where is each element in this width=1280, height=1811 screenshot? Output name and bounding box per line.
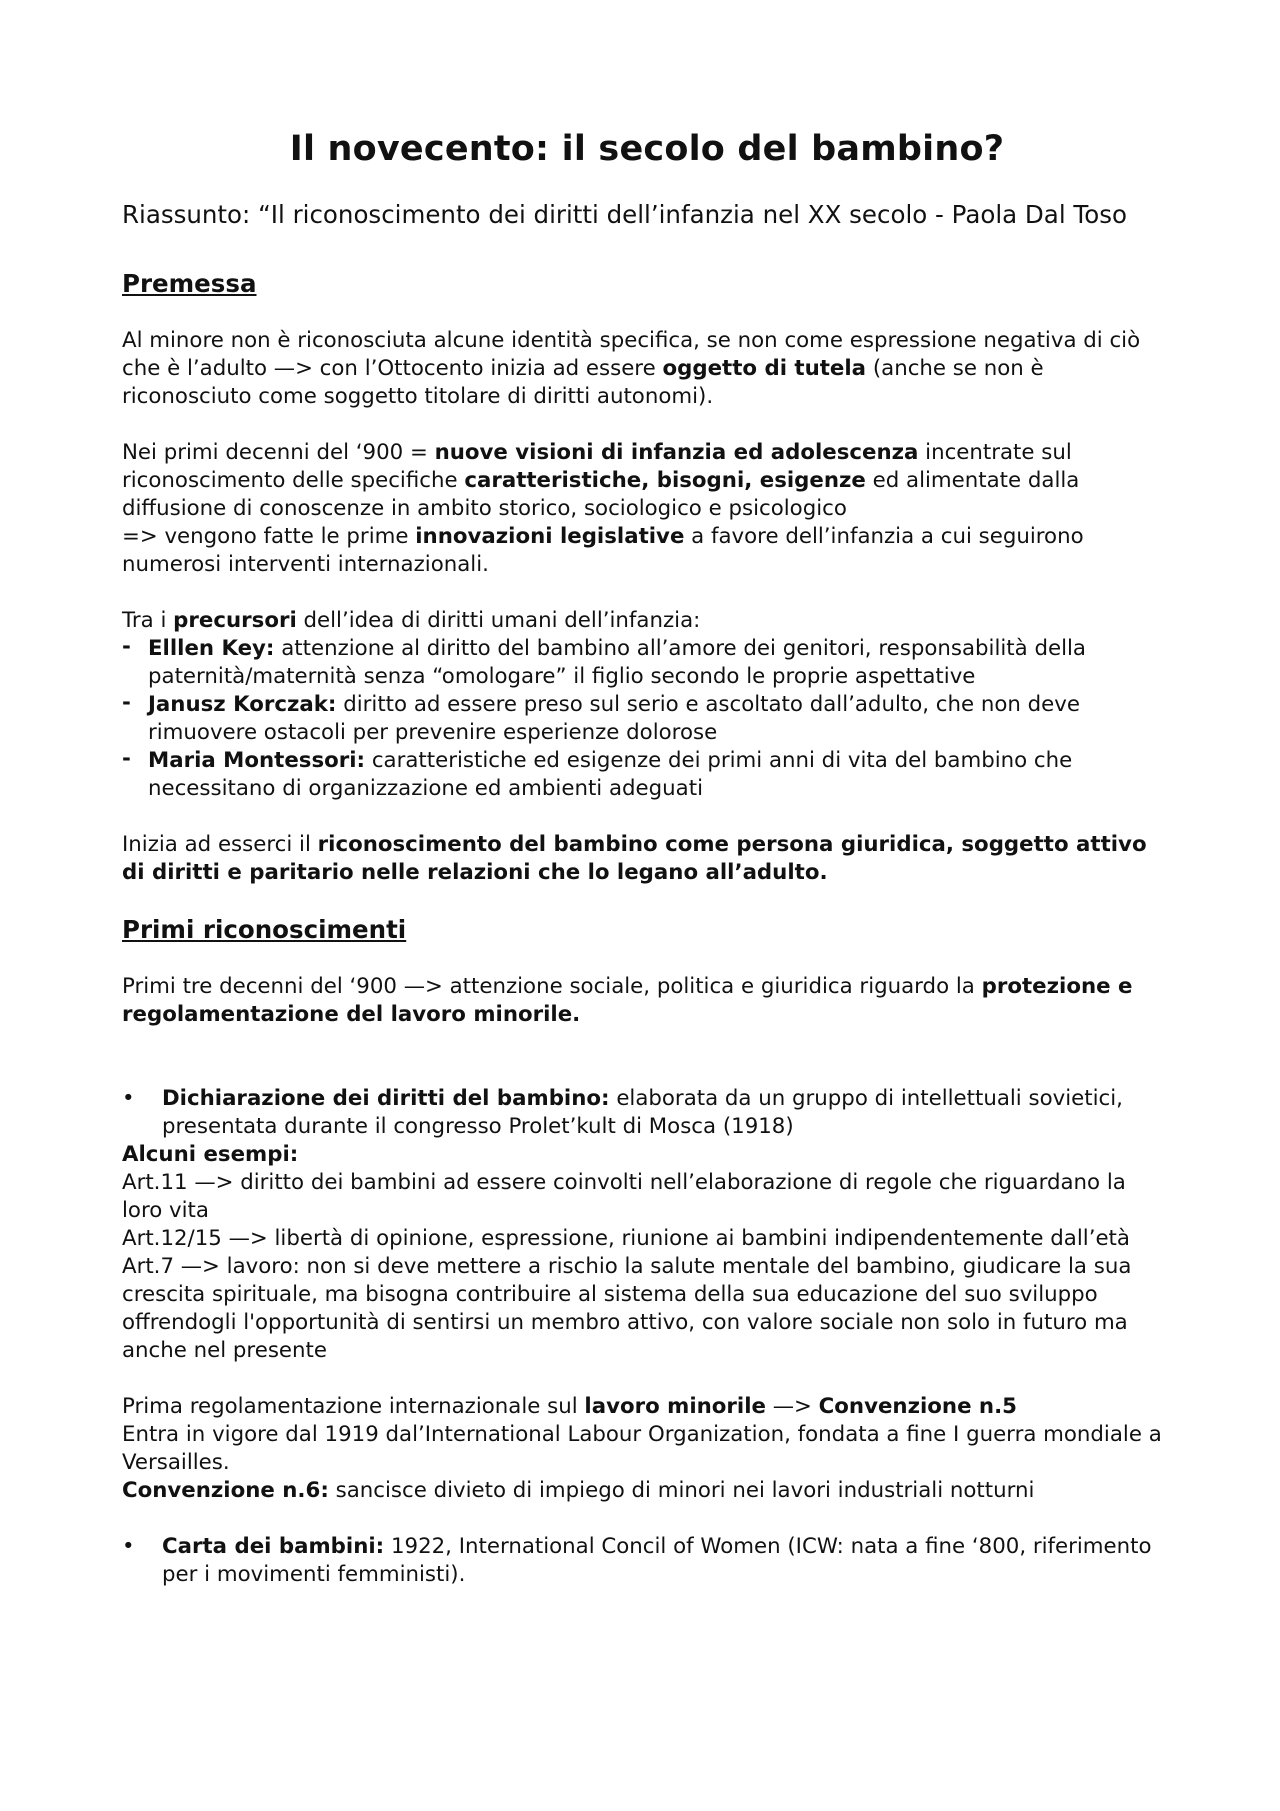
article-12-15: Art.12/15 —> libertà di opinione, espressione, riunione ai bambini indipendentemente dall’età [122,1226,1130,1251]
paragraph-convenzione: Prima regolamentazione internazionale sul lavoro minorile —> Convenzione n.5 Entra in vigore dal 1919 dal’International Labour Organization, fondata a fine I guerra mondiale a Versailles. Convenzione n.6: sancisce divieto di impiego di minori nei lavori industriali notturni [122,1394,1162,1503]
article-11: Art.11 —> diritto dei bambini ad essere coinvolti nell’elaborazione di regole che riguardano la loro vita [122,1170,1126,1223]
list-item: - Janusz Korczak: diritto ad essere preso sul serio e ascoltato dall’adulto, che non deve rimuovere ostacoli per prevenire esperienze dolorose [122,691,1172,747]
precursors-list [122,635,1172,803]
page-title: Il novecento: il secolo del bambino? [289,129,1005,169]
bullet-dichiarazione: • Dichiarazione dei diritti del bambino: elaborata da un gruppo di intellettuali sovietici, presentata durante il congresso Prolet’kult di Mosca (1918) [122,1085,1172,1141]
article-7: Art.7 —> lavoro: non si deve mettere a rischio la salute mentale del bambino, giudicare la sua crescita spirituale, ma bisogna contribuire al sistema della sua educazione del suo sviluppo offrendogli l'opportunità di sentirsi un membro attivo, con valore sociale non solo in futuro ma anche nel presente [122,1254,1132,1363]
paragraph-primi-1: Primi tre decenni del ‘900 —> attenzione sociale, politica e giuridica riguardo la protezione e regolamentazione del lavoro minorile. [122,974,1133,1027]
paragraph-premessa-4: Inizia ad esserci il riconoscimento del bambino come persona giuridica, soggetto attivo di diritti e paritario nelle relazioni che lo legano all’adulto. [122,832,1147,885]
subtitle: Riassunto: “Il riconoscimento dei diritti dell’infanzia nel XX secolo - Paola Dal Toso [122,200,1127,229]
examples-label: Alcuni esempi: [122,1142,299,1167]
section-heading-premessa: Premessa [122,269,257,298]
document-content [122,124,1172,1589]
paragraph-premessa-2: Nei primi decenni del ‘900 = nuove visioni di infanzia ed adolescenza incentrate sul riconoscimento delle specifiche caratteristiche, bisogni, esigenze ed alimentate dalla diffusione di conoscenze in ambito storico, sociologico e psicologico => vengono fatte le prime innovazioni legislative a favore dell’infanzia a cui seguirono numerosi interventi internazionali. [122,440,1084,577]
paragraph-precursors-intro: Tra i precursori dell’idea di diritti umani dell’infanzia: [122,608,701,633]
paragraph-premessa-1: Al minore non è riconosciuta alcune identità specifica, se non come espressione negativa di ciò che è l’adulto —> con l’Ottocento inizia ad essere oggetto di tutela (anche se non è riconosciuto come soggetto titolare di diritti autonomi). [122,328,1141,409]
list-item: - Maria Montessori: caratteristiche ed esigenze dei primi anni di vita del bambino che necessitano di organizzazione ed ambienti adeguati [122,747,1172,803]
section-heading-primi-riconoscimenti: Primi riconoscimenti [122,915,407,944]
list-item: - Elllen Key: attenzione al diritto del bambino all’amore dei genitori, responsabilità della paternità/maternità senza “omologare” il figlio secondo le proprie aspettative [122,635,1172,691]
bullet-carta-dei-bambini: • Carta dei bambini: 1922, International Concil of Women (ICW: nata a fine ‘800, riferimento per i movimenti femministi). [122,1533,1172,1589]
